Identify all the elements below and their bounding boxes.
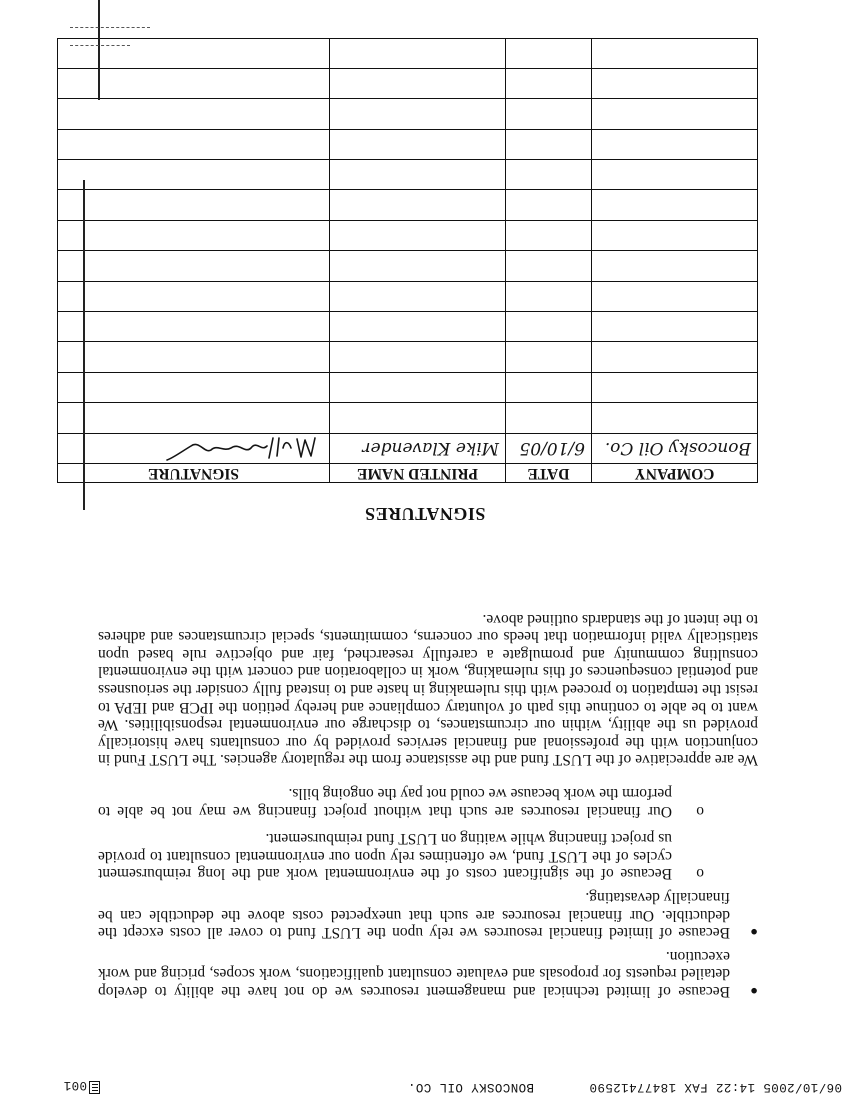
table-row: [58, 68, 758, 98]
bullet-item: [98, 888, 758, 941]
table-row: [58, 38, 758, 68]
table-row: [58, 251, 758, 281]
closing-paragraph: We are appreciative of the LUST fund and the assistance from the regulatory agencies. The LUST Fund in conjunction with the professional and financial services provided by our consultants have historically provided us the ability, within our circumstances, to discharge our environmental responsibilities. We want to be able to continue this path of voluntary compliance and hereby petition the IPCB and IEPA to resist the temptation to proceed with this rulemaking in haste and to instead fully consider the seriousness and potential consequences of this rulemaking, work in collaboration and concert with the environmental consulting community and promulgate a carefully researched, fair and objective rule based upon statistically valid information that heeds our concerns, commitments, special circumstances and adheres to the intent of the standards outlined above.: [98, 610, 758, 769]
column-header-printed-name: PRINTED NAME: [330, 464, 506, 483]
table-row: [58, 129, 758, 159]
bullet-icon: ●: [750, 925, 758, 941]
signature-table-header: [58, 464, 758, 483]
signature-cell: [58, 220, 330, 250]
signature-cell: [58, 342, 330, 372]
signature-cell: [58, 372, 330, 402]
sub-bullet-text: Because of the significant costs of the environmental work and the long reimbursement cycles of the LUST fund, we oftentimes rely upon our environmental consultant to provide us project financing while waiting on LUST fund reimbursement.: [98, 830, 672, 883]
bullet-icon: ●: [750, 984, 758, 999]
signature-cell: [58, 251, 330, 281]
company-cell: Boncosky Oil Co.: [592, 433, 758, 463]
printed-name-cell: [330, 372, 506, 402]
fax-page-value: 001: [63, 1078, 87, 1092]
fax-page-number: [63, 1078, 100, 1094]
company-cell: [592, 342, 758, 372]
company-cell: [592, 251, 758, 281]
printed-name-cell: [330, 129, 506, 159]
printed-name-cell: [330, 403, 506, 433]
signature-cell: [58, 129, 330, 159]
scan-artifact-mark: [70, 27, 150, 28]
date-cell: [506, 99, 592, 129]
circle-bullet-icon: o: [696, 802, 704, 820]
table-row: [58, 281, 758, 311]
signature-scrawl: [123, 434, 323, 462]
scan-artifact-line: [84, 180, 86, 510]
table-row: [58, 190, 758, 220]
printed-name-cell: [330, 38, 506, 68]
date-cell: [506, 38, 592, 68]
sub-bullet-item: [98, 784, 704, 819]
signature-cell: [58, 281, 330, 311]
date-cell: [506, 312, 592, 342]
table-row: [58, 403, 758, 433]
company-cell: [592, 372, 758, 402]
scan-artifact-line: [99, 0, 101, 100]
date-cell: [506, 372, 592, 402]
signature-cell: [58, 403, 330, 433]
table-row: [58, 220, 758, 250]
date-cell: [506, 251, 592, 281]
date-cell: [506, 342, 592, 372]
date-cell: [506, 68, 592, 98]
company-cell: [592, 38, 758, 68]
column-header-signature: SIGNATURE: [58, 464, 330, 483]
table-row: [58, 372, 758, 402]
signature-table: [57, 38, 758, 483]
company-cell: [592, 99, 758, 129]
table-row: [58, 312, 758, 342]
printed-name-cell: [330, 68, 506, 98]
signature-cell: [58, 312, 330, 342]
table-row: [58, 433, 758, 463]
printed-name-cell: [330, 312, 506, 342]
bullet-text: Because of limited financial resources we rely upon the LUST fund to cover all costs except the deductible. Our financial resources are such that unexpected costs above the deductible can be financially devastating.: [98, 889, 730, 942]
date-cell: [506, 129, 592, 159]
company-cell: [592, 281, 758, 311]
fax-company-name: BONCOSKY OIL CO.: [407, 1080, 534, 1094]
date-cell: [506, 403, 592, 433]
signature-cell: [58, 433, 330, 463]
printed-name-cell: [330, 342, 506, 372]
column-header-company: COMPANY: [592, 464, 758, 483]
company-cell: [592, 68, 758, 98]
company-cell: [592, 190, 758, 220]
printed-name-cell: [330, 220, 506, 250]
date-cell: [506, 190, 592, 220]
printed-name-cell: Mike Klavender: [330, 433, 506, 463]
date-cell: [506, 160, 592, 190]
company-cell: [592, 129, 758, 159]
body-text: [98, 610, 758, 1000]
fax-datetime-number: 06/10/2005 14:22 FAX 18477412590: [589, 1080, 842, 1094]
signatures-heading: SIGNATURES: [364, 504, 486, 524]
printed-name-cell: [330, 99, 506, 129]
signature-cell: [58, 99, 330, 129]
sub-bullet-item: [98, 830, 704, 883]
company-cell: [592, 403, 758, 433]
printed-name-cell: [330, 190, 506, 220]
company-cell: [592, 160, 758, 190]
printed-name-cell: [330, 281, 506, 311]
circle-bullet-icon: o: [696, 865, 704, 883]
table-row: [58, 99, 758, 129]
company-cell: [592, 220, 758, 250]
date-cell: [506, 281, 592, 311]
page-icon: [89, 1081, 100, 1094]
scan-artifact-mark: [70, 45, 130, 46]
sub-bullet-text: Our financial resources are such that without project financing we may not be able to perform the work because we could not pay the ongoing bills.: [98, 785, 672, 820]
date-cell: 6/10/05: [506, 433, 592, 463]
printed-name-cell: [330, 160, 506, 190]
printed-name-cell: [330, 251, 506, 281]
signature-cell: [58, 190, 330, 220]
column-header-date: DATE: [506, 464, 592, 483]
table-row: [58, 342, 758, 372]
signature-cell: [58, 160, 330, 190]
company-cell: [592, 312, 758, 342]
table-row: [58, 160, 758, 190]
bullet-item: [98, 947, 758, 1000]
bullet-text: Because of limited technical and management resources we do not have the ability to develop detailed requests for proposals and evaluate consultant qualifications, work scopes, pricing and work execution.: [98, 947, 730, 1000]
date-cell: [506, 220, 592, 250]
